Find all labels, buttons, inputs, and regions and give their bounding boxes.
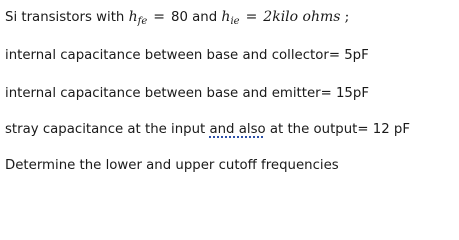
given-transistor-parameters <box>5 9 349 26</box>
spellcheck-underlined-text: and also <box>209 122 266 137</box>
transistor-prefix-text: Si transistors with <box>5 10 125 25</box>
stray-text-before: stray capacitance at the input <box>5 122 210 137</box>
base-collector-capacitance: internal capacitance between base and collector= 5pF <box>5 48 369 63</box>
stray-capacitance <box>5 122 410 138</box>
hie-value: 2kilo ohms <box>263 9 341 25</box>
equals-sign: = <box>153 9 165 25</box>
hie-symbol: $h_{ie}$ <box>221 9 240 27</box>
semicolon: ; <box>344 9 350 25</box>
hfe-value: 80 <box>170 10 188 25</box>
stray-text-after: at the output= 12 pF <box>265 122 410 137</box>
base-emitter-capacitance: internal capacitance between base and emitter= 15pF <box>5 86 369 101</box>
task-statement: Determine the lower and upper cutoff frequencies <box>5 158 339 173</box>
and-text: and <box>192 10 218 25</box>
equals-sign: = <box>245 9 258 25</box>
hfe-symbol: $h_{fe}$ <box>128 9 148 27</box>
